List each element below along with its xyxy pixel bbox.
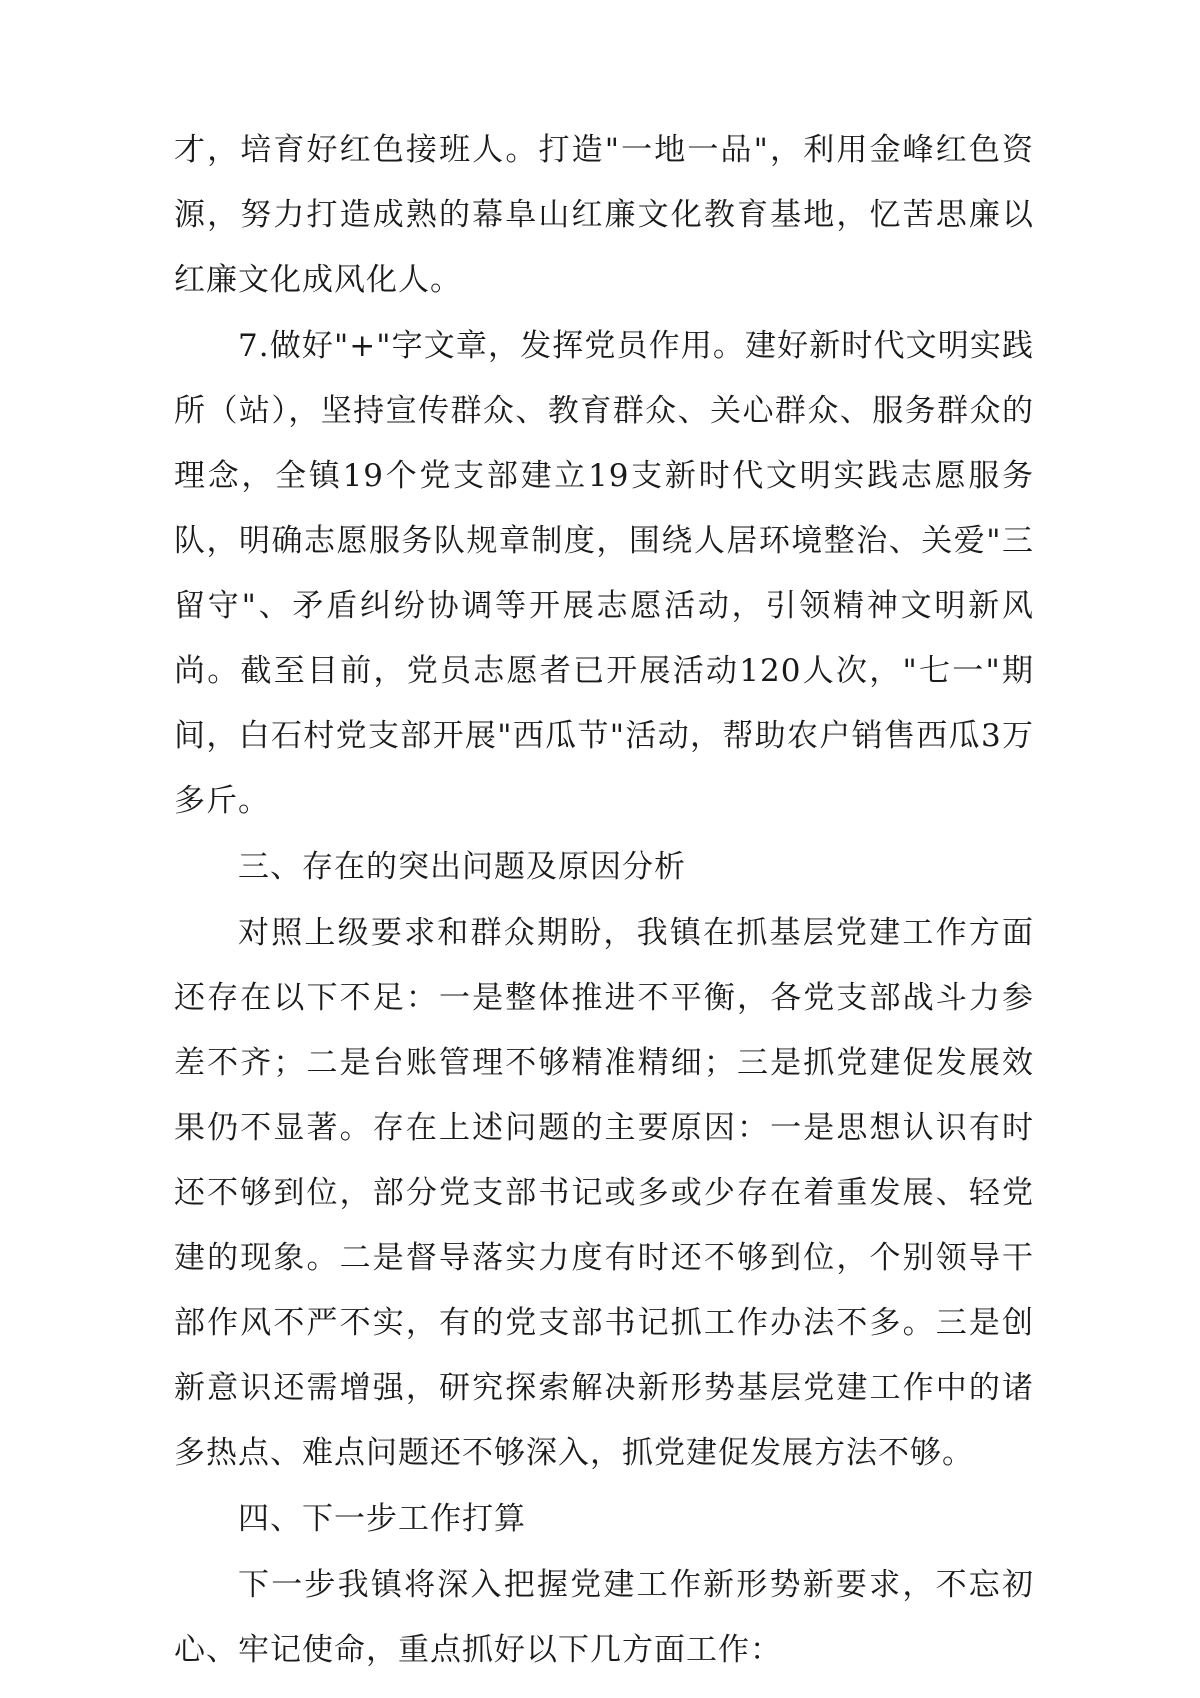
section-heading-problems: 三、存在的突出问题及原因分析 <box>238 849 686 885</box>
document-body <box>174 118 1034 1683</box>
paragraph-continuation: 才，培育好红色接班人。打造"一地一品"，利用金峰红色资源，努力打造成熟的幕阜山红廉文化教育基地，忆苦思廉以红廉文化成风化人。 <box>174 132 1034 298</box>
paragraph-problems: 对照上级要求和群众期盼，我镇在抓基层党建工作方面还存在以下不足：一是整体推进不平衡，各党支部战斗力参差不齐；二是台账管理不够精准精细；三是抓党建促发展效果仍不显著。存在上述问题的主要原因：一是思想认识有时还不够到位，部分党支部书记或多或少存在着重发展、轻党建的现象。二是督导落实力度有时还不够到位，个别领导干部作风不严不实，有的党支部书记抓工作办法不多。三是创新意识还需增强，研究探索解决新形势基层党建工作中的诸多热点、难点问题还不够深入，抓党建促发展方法不够。 <box>174 915 1034 1471</box>
paragraph-next-steps: 下一步我镇将深入把握党建工作新形势新要求，不忘初心、牢记使命，重点抓好以下几方面工作： <box>174 1567 1034 1668</box>
paragraph-item-7: 7.做好"+"字文章，发挥党员作用。建好新时代文明实践所（站），坚持宣传群众、教育群众、关心群众、服务群众的理念，全镇19个党支部建立19支新时代文明实践志愿服务队，明确志愿服务队规章制度，围绕人居环境整治、关爱"三留守"、矛盾纠纷协调等开展志愿活动，引领精神文明新风尚。截至目前，党员志愿者已开展活动120人次，"七一"期间，白石村党支部开展"西瓜节"活动，帮助农户销售西瓜3万多斤。 <box>174 328 1034 819</box>
section-heading-next-steps: 四、下一步工作打算 <box>238 1501 526 1537</box>
